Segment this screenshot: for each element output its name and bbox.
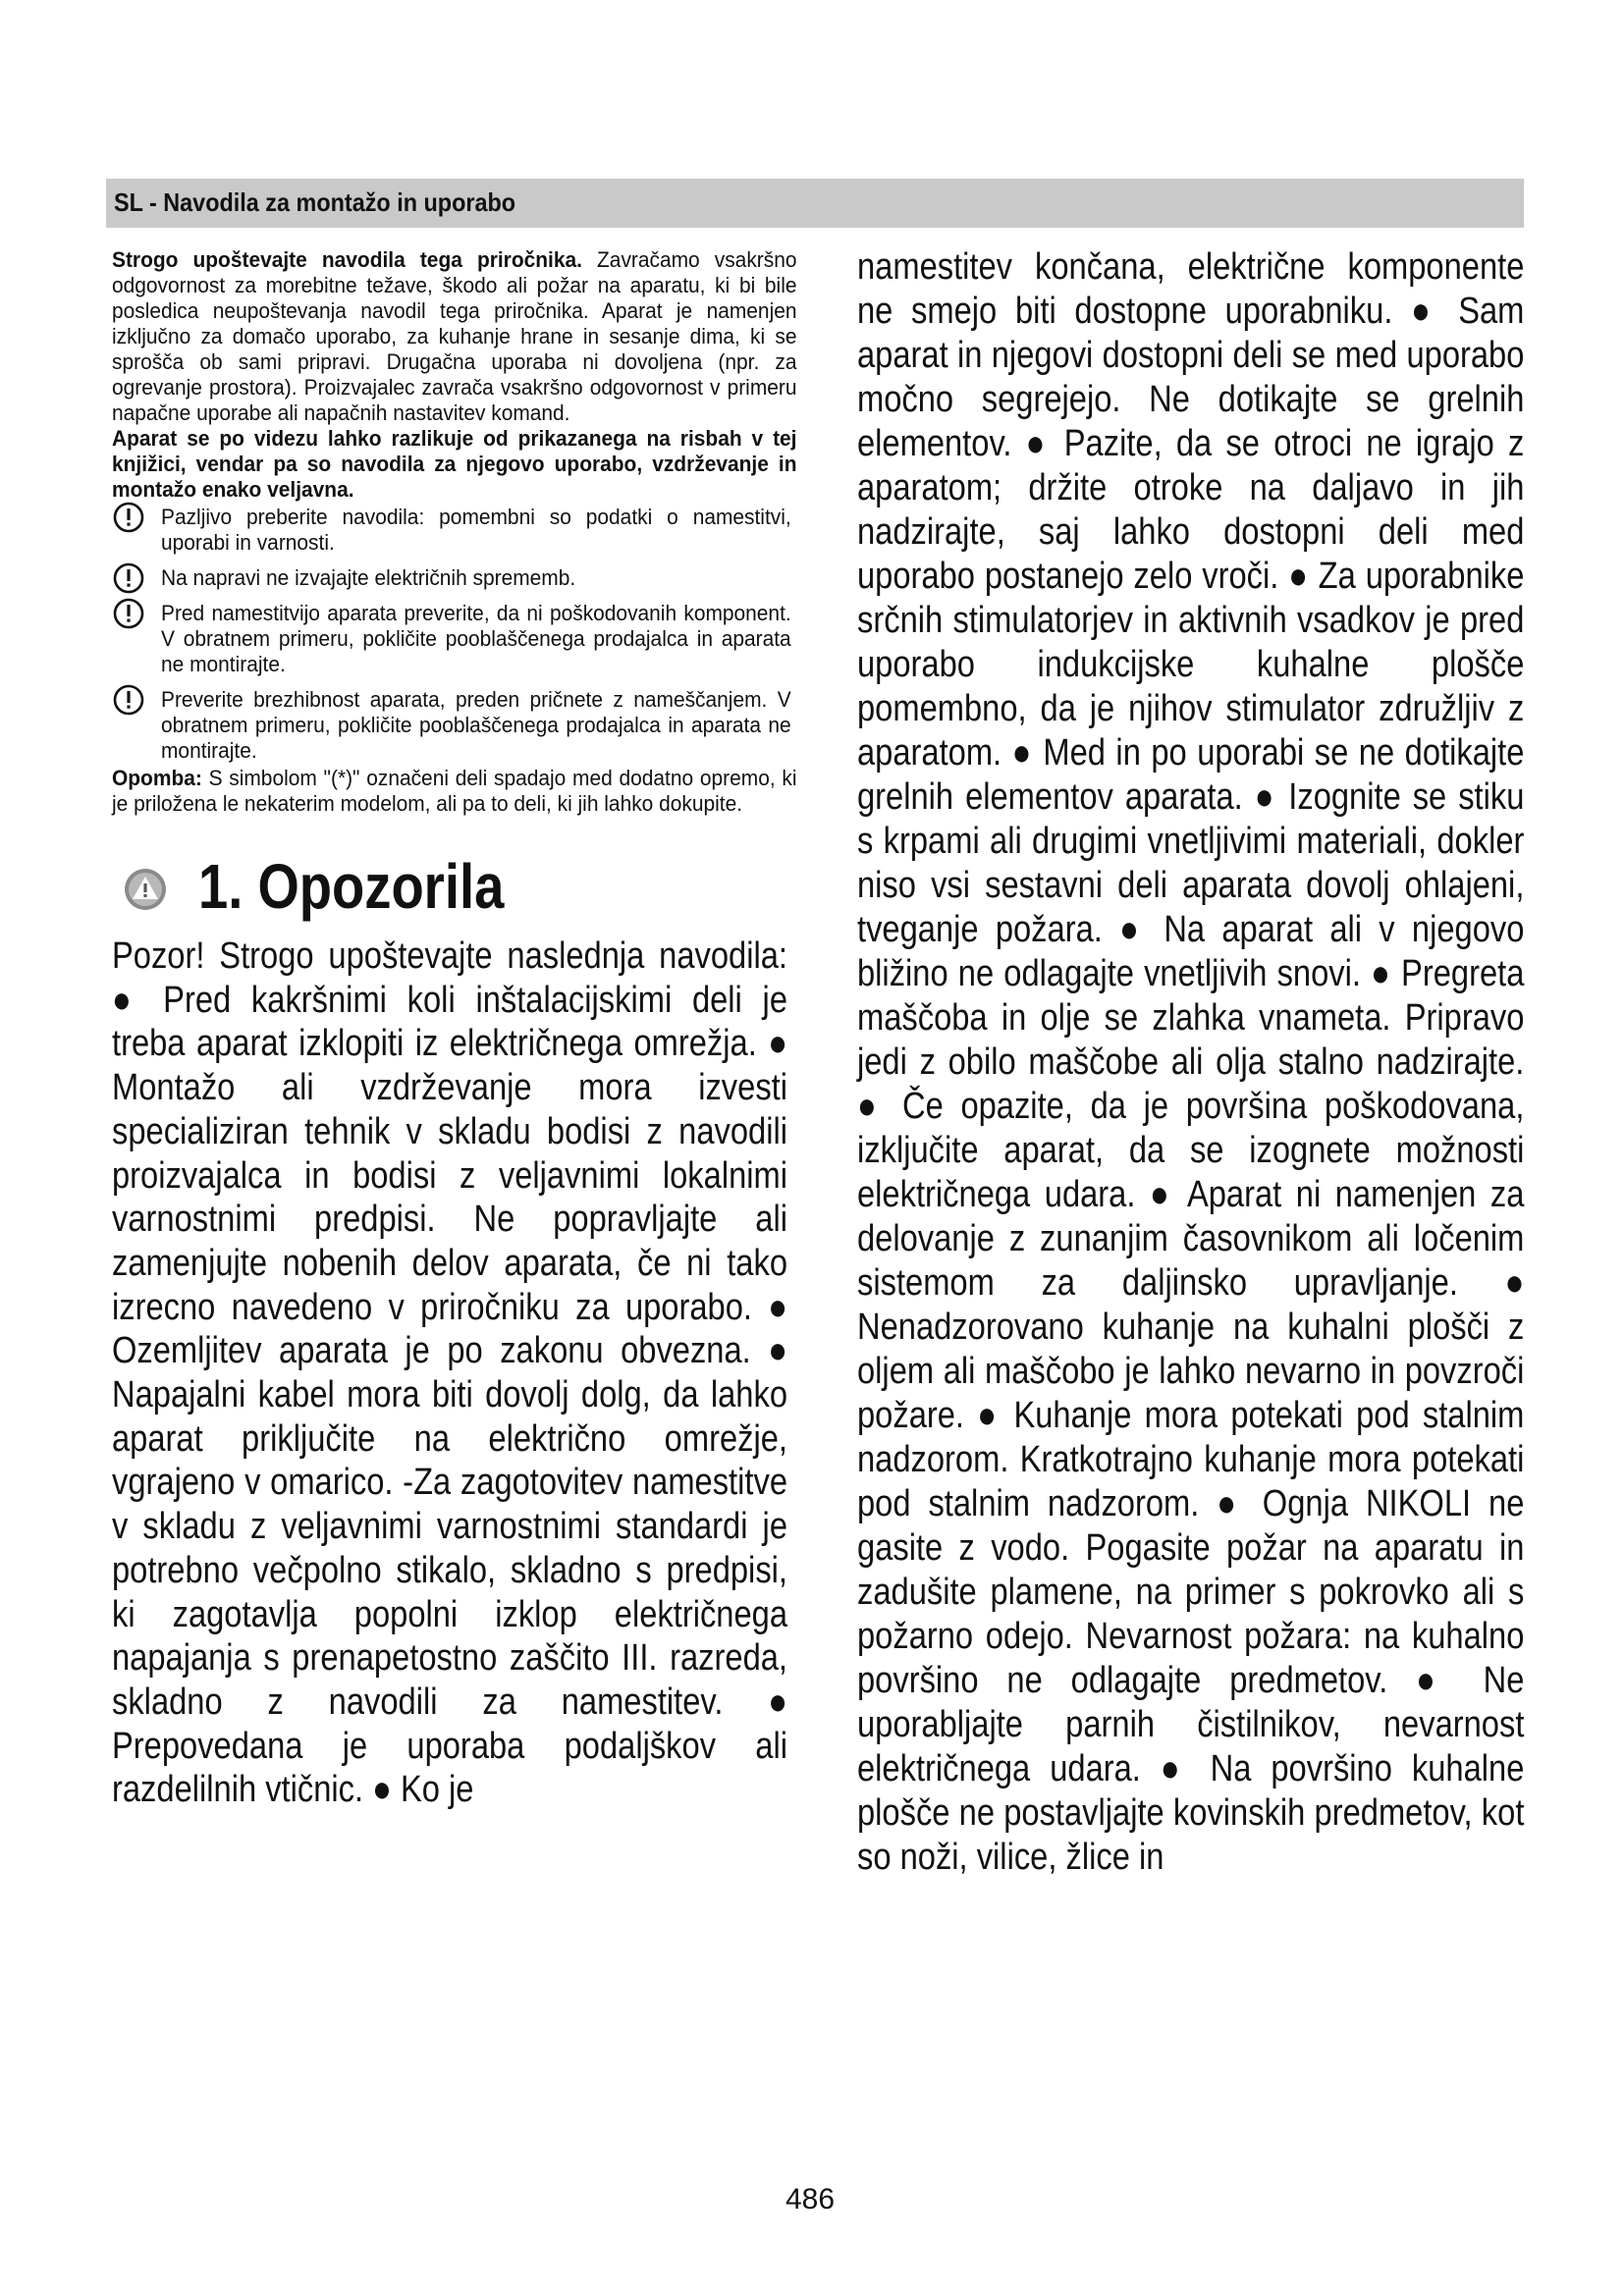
exclamation-circle-icon bbox=[112, 561, 145, 595]
right-column bbox=[857, 245, 1525, 1880]
page-title: SL - Navodila za montažo in uporabo bbox=[114, 187, 516, 217]
exclamation-circle-icon bbox=[112, 501, 145, 534]
section-title: 1. Opozorila bbox=[198, 851, 505, 922]
note-text: Na napravi ne izvajajte električnih sprememb. bbox=[161, 565, 576, 590]
note-text: Pazljivo preberite navodila: pomembni so podatki o namestitvi, uporabi in varnosti. bbox=[161, 505, 791, 555]
exclamation-circle-icon bbox=[112, 597, 145, 630]
note-item bbox=[112, 565, 789, 591]
note-item bbox=[112, 505, 789, 556]
remark-label: Opomba: bbox=[112, 766, 202, 790]
intro-strong-lead: Strogo upoštevajte navodila tega priročnika. bbox=[112, 247, 582, 272]
warning-triangle-icon bbox=[122, 866, 169, 913]
warnings-left-body: Strogo upoštevajte naslednja navodila: ● Pred kakršnimi koli inštalacijskimi deli je treba aparat izklopiti iz električnega omrežja. ● Montažo ali vzdrževanje mora izvesti specializiran tehnik v skladu bodisi z navodili proizvajalca in bodisi z veljavnimi lokalnimi varnostnimi predpisi. Ne popravljajte ali zamenjujte nobenih delov aparata, če ni tako izrecno navedeno v priročniku za uporabo. ● Ozemljitev aparata je po zakonu obvezna. ● Napajalni kabel mora biti dovolj dolg, da lahko aparat priključite na električno omrežje, vgrajeno v omarico. -Za zagotovitev namestitve v skladu z veljavnimi varnostnimi standardi je potrebno večpolno stikalo, skladno s predpisi, ki zagotavlja popolni izklop električnega napajanja s prenapetostno zaščito III. razreda, skladno z navodili za namestitev. ● Prepovedana je uporaba podaljškov ali razdelilnih vtičnic. ● Ko je bbox=[112, 935, 788, 1811]
note-text: Pred namestitvijo aparata preverite, da ni poškodovanih komponent. V obratnem primeru, pokličite pooblaščenega prodajalca in aparata ne montirajte. bbox=[161, 601, 791, 676]
note-item bbox=[112, 687, 789, 764]
remark-text: S simbolom "(*)" označeni deli spadajo med dodatno opremo, ki je priložena le nekaterim modelom, ali pa to deli, ki jih lahko dokupite. bbox=[112, 766, 797, 816]
intro-text: Zavračamo vsakršno odgovornost za morebitne težave, škodo ali požar na aparatu, ki bi bile posledica neupoštevanja navodil tega priročnika. Aparat je namenjen izključno za domačo uporabo, za kuhanje hrane in sesanje dima, ki se sprošča ob sami pripravi. Drugačna uporaba ni dovoljena (npr. za ogrevanje prostora). Proizvajalec zavrača vsakršno odgovornost v primeru napačne uporabe ali napačnih nastavitev komand. bbox=[112, 247, 797, 425]
left-column bbox=[112, 247, 797, 1812]
warnings-lead: Pozor! bbox=[112, 935, 205, 977]
warnings-left-text bbox=[112, 934, 787, 1812]
page-number: 486 bbox=[785, 2183, 836, 2216]
section-heading bbox=[112, 848, 789, 927]
note-item bbox=[112, 601, 789, 677]
note-text: Preverite brezhibnost aparata, preden pričnete z nameščanjem. V obratnem primeru, pokličite pooblaščenega prodajalca in aparata ne montirajte. bbox=[161, 687, 791, 763]
intro-paragraph bbox=[112, 247, 797, 426]
exclamation-circle-icon bbox=[112, 683, 145, 717]
section-header-bar bbox=[106, 179, 1524, 228]
remark-paragraph bbox=[112, 766, 797, 817]
appearance-note: Aparat se po videzu lahko razlikuje od prikazanega na risbah v tej knjižici, vendar pa so navodila za njegovo uporabo, vzdrževanje in montažo enako veljavna. bbox=[112, 426, 797, 502]
warnings-right-text: namestitev končana, električne komponente ne smejo biti dostopne uporabniku. ● Sam aparat in njegovi dostopni deli se med uporabo močno segrejejo. Ne dotikajte se grelnih elementov. ● Pazite, da se otroci ne igrajo z aparatom; držite otroke na daljavo in jih nadzirajte, saj lahko dostopni deli med uporabo postanejo zelo vroči. ● Za uporabnike srčnih stimulatorjev in aktivnih vsadkov je pred uporabo indukcijske kuhalne plošče pomembno, da je njihov stimulator združljiv z aparatom. ● Med in po uporabi se ne dotikajte grelnih elementov aparata. ● Izognite se stiku s krpami ali drugimi vnetljivimi materiali, dokler niso vsi sestavni deli aparata dovolj ohlajeni, tveganje požara. ● Na aparat ali v njegovo bližino ne odlagajte vnetljivih snovi. ● Pregreta maščoba in olje se zlahka vnameta. Pripravo jedi z obilo maščobe ali olja stalno nadzirajte. ● Če opazite, da je površina poškodovana, izključite aparat, da se izognete možnosti električnega udara. ● Aparat ni namenjen za delovanje z zunanjim časovnikom ali ločenim sistemom za daljinsko upravljanje. ● Nenadzorovano kuhanje na kuhalni plošči z oljem ali maščobo je lahko nevarno in povzroči požare. ● Kuhanje mora potekati pod stalnim nadzorom. Kratkotrajno kuhanje mora potekati pod stalnim nadzorom. ● Ognja NIKOLI ne gasite z vodo. Pogasite požar na aparatu in zadušite plamene, na primer s pokrovko ali s požarno odejo. Nevarnost požara: na kuhalno površino ne odlagajte predmetov. ● Ne uporabljajte parnih čistilnikov, nevarnost električnega udara. ● Na površino kuhalne plošče ne postavljajte kovinskih predmetov, kot so noži, vilice, žlice in bbox=[857, 246, 1525, 1878]
